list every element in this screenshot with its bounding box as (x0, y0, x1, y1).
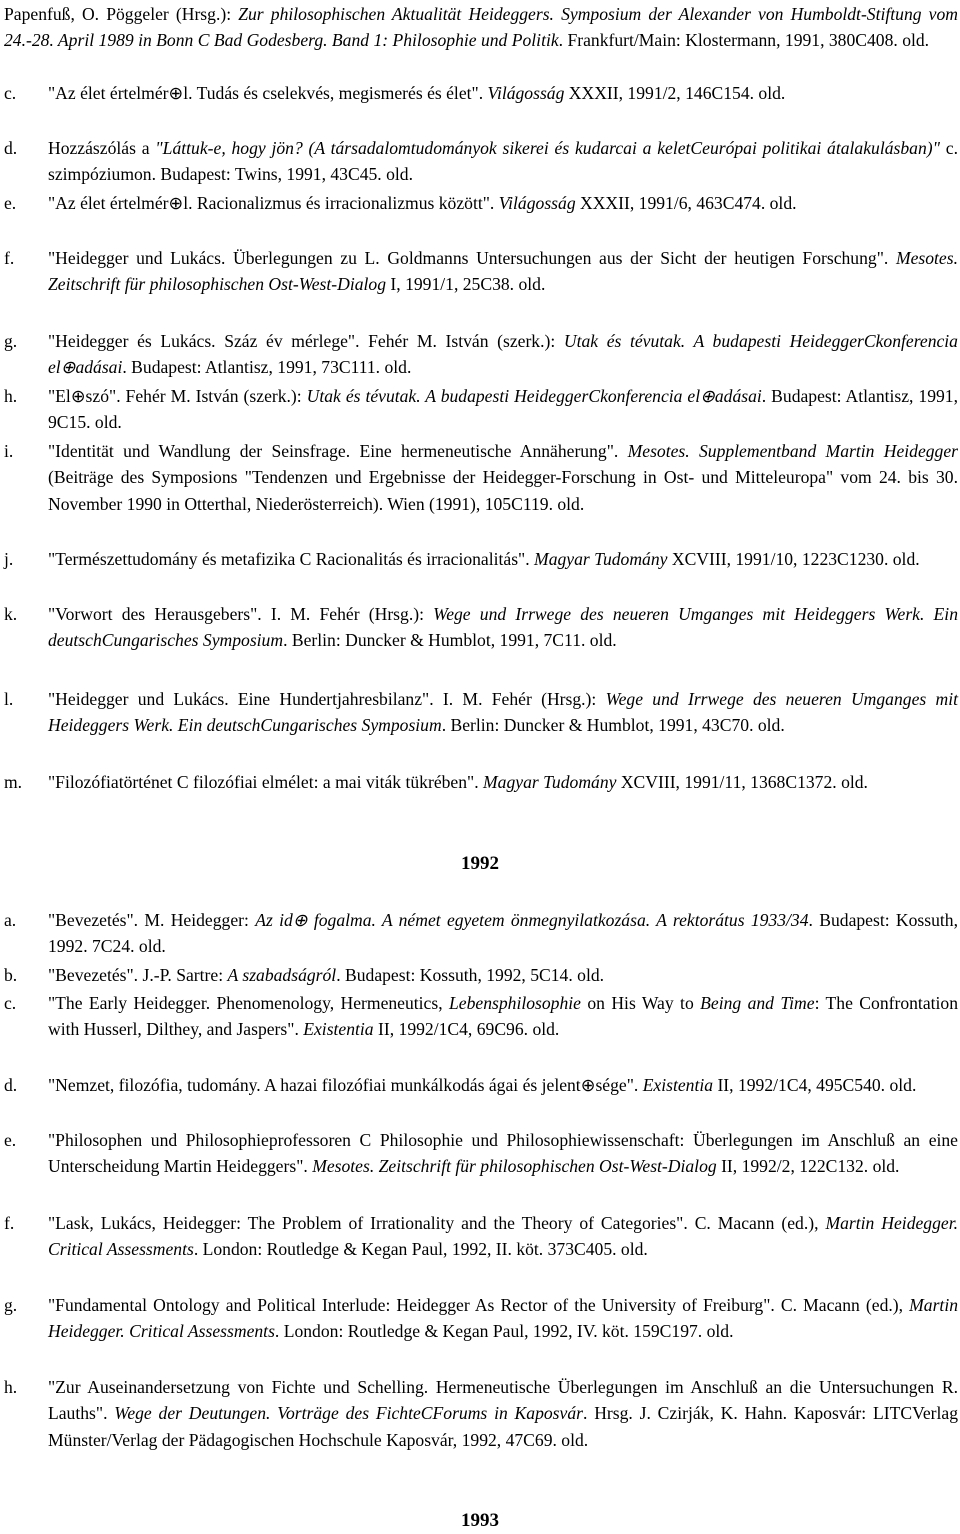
entry-text (48, 601, 958, 654)
entry-text (48, 1072, 958, 1098)
entry-label: e. (4, 193, 17, 213)
entry-label: d. (4, 138, 18, 158)
text-run: "Vorwort des Herausgebers". I. M. Fehér (Hrsg.): (48, 604, 434, 624)
entry-label: i. (4, 441, 14, 461)
text-run: . Budapest: Kossuth, 1992. 7C24. old. (48, 910, 958, 957)
bib-entry-i (4, 438, 958, 517)
italic-title: Existentia (642, 1075, 714, 1095)
text-run: XXXII, 1991/6, 463C474. old. (575, 193, 797, 213)
entry-label: a. (4, 910, 17, 930)
text-run: c. szimpóziumon. Budapest: Twins, 1991, 43C45. old. (48, 138, 958, 185)
entry-text (48, 438, 958, 517)
text-run: "Heidegger és Lukács. Száz év mérlege". Fehér M. István (szerk.): (48, 331, 564, 351)
entry-label: b. (4, 965, 18, 985)
bib-entry-l (4, 686, 958, 739)
italic-title: Martin Heidegger. Critical Assessments (48, 1295, 958, 1342)
text-run: II, 1992/1C4, 495C540. old. (713, 1075, 917, 1095)
text-run: "El⊕szó". Fehér M. István (szerk.): (48, 386, 307, 406)
text-run: "Philosophen und Philosophieprofessoren C Philosophie und Philosophiewissenschaft: Überlegungen im Anschluß an eine Unterscheidung Martin Heideggers". (48, 1130, 958, 1177)
italic-title: Magyar Tudomány (534, 549, 668, 569)
text-run: "Bevezetés". J.-P. Sartre: (48, 965, 228, 985)
text-run: "Lask, Lukács, Heidegger: The Problem of Irrationality and the Theory of Categories". C. Macann (ed.), (48, 1213, 826, 1233)
text-run: XXXII, 1991/2, 146C154. old. (564, 83, 786, 103)
bib-entry-f (4, 245, 958, 298)
bib-entry-e (4, 190, 958, 216)
bib-entry-1992-b (4, 962, 958, 988)
entry-text (48, 1127, 958, 1180)
text-run: "Filozófiatörténet C filozófiai elmélet: a mai viták tükrében". (48, 772, 484, 792)
text-run: XCVIII, 1991/10, 1223C1230. old. (667, 549, 920, 569)
entry-label: c. (4, 83, 17, 103)
text-run: "Zur Auseinandersetzung von Fichte und Schelling. Hermeneutische Überlegungen im Anschluß an die Untersuchungen R. Lauths". (48, 1377, 958, 1424)
text-run: . Frankfurt/Main: Klostermann, 1991, 380C408. old. (558, 30, 930, 51)
entry-text (48, 962, 958, 988)
year-heading-1992: 1992 (461, 853, 499, 874)
entry-text (48, 1210, 958, 1263)
bib-entry-1992-h (4, 1374, 958, 1453)
entry-label: h. (4, 1377, 18, 1397)
text-run: "Heidegger und Lukács. Überlegungen zu L. Goldmanns Untersuchungen aus der Sicht der heutigen Forschung". (48, 248, 896, 268)
entry-text (48, 1374, 958, 1453)
italic-title: Mesotes. Supplementband Martin Heidegger (627, 441, 959, 461)
entry-label: d. (4, 1075, 18, 1095)
text-run: on His Way to (580, 993, 701, 1013)
italic-title: Lebensphilosophie (449, 993, 581, 1013)
entry-text (48, 907, 958, 960)
italic-title: Existentia (303, 1019, 374, 1040)
text-run: I, 1991/1, 25C38. old. (386, 274, 546, 295)
entry-text (48, 328, 958, 381)
entry-label: j. (4, 549, 14, 569)
text-run: "Bevezetés". M. Heidegger: (48, 910, 256, 930)
text-run: . Budapest: Atlantisz, 1991, 73C111. old. (122, 357, 412, 378)
text-run: . London: Routledge & Kegan Paul, 1992, II. köt. 373C405. old. (193, 1239, 648, 1260)
entry-label: f. (4, 248, 15, 268)
text-run: (Beiträge des Symposions "Tendenzen und Ergebnisse der Heidegger-Forschung in Ost- und Mitteleuropa" vom 24. bis 30. November 1990 in Otterthal, Niederösterreich). Wien (1991), 105C119. old. (48, 467, 958, 514)
bib-entry-1992-a (4, 907, 958, 960)
italic-title: Magyar Tudomány (483, 772, 617, 792)
text-run: . Berlin: Duncker & Humblot, 1991, 7C11. old. (283, 630, 617, 651)
italic-title: Zur philosophischen Aktualität Heideggers. Symposium der Alexander von Humboldt-Stiftung vom 24.-28. April 1989 in Bonn C Bad Godesberg. Band 1: Philosophie und Politik (4, 4, 958, 51)
entry-text (48, 190, 958, 216)
text-run: "Heidegger und Lukács. Eine Hundertjahresbilanz". I. M. Fehér (Hrsg.): (48, 689, 606, 709)
text-run: "Az élet értelmér⊕l. Racionalizmus és irracionalizmus között". (48, 193, 499, 213)
italic-title: Világosság (487, 83, 565, 103)
bib-entry-1992-g (4, 1292, 958, 1345)
italic-title: Being and Time (700, 993, 815, 1013)
text-run: : The Confrontation with Husserl, Dilthey, and Jaspers". (48, 993, 958, 1040)
bib-entry-1992-e (4, 1127, 958, 1180)
entry-text (48, 135, 958, 188)
entry-label: l. (4, 689, 14, 709)
entry-label: h. (4, 386, 18, 406)
text-run: Papenfuß, O. Pöggeler (Hrsg.): (4, 4, 239, 24)
bib-entry-1992-f (4, 1210, 958, 1263)
italic-title: A szabadságról (227, 965, 337, 985)
text-run: XCVIII, 1991/11, 1368C1372. old. (616, 772, 868, 792)
bib-entry-h (4, 383, 958, 436)
italic-title: Világosság (498, 193, 576, 213)
text-run: II, 1992/1C4, 69C96. old. (373, 1019, 560, 1040)
entry-text (48, 686, 958, 739)
text-run: "Nemzet, filozófia, tudomány. A hazai filozófiai munkálkodás ágai és jelent⊕sége". (48, 1075, 643, 1095)
text-run: "Az élet értelmér⊕l. Tudás és cselekvés, megismerés és élet". (48, 83, 488, 103)
italic-title: Mesotes. Zeitschrift für philosophischen Ost-West-Dialog (312, 1156, 717, 1177)
bib-entry-k (4, 601, 958, 654)
text-run: Hozzászólás a (48, 138, 156, 158)
text-run: "Identität und Wandlung der Seinsfrage. Eine hermeneutische Annäherung". (48, 441, 628, 461)
italic-title: "Láttuk-e, hogy jön? (A társadalomtudományok sikerei és kudarcai a keletCeurópai politikai átalakulásban)" (155, 138, 941, 158)
text-run: "The Early Heidegger. Phenomenology, Hermeneutics, (48, 993, 450, 1013)
bib-entry-1992-c (4, 990, 958, 1043)
text-run: . Berlin: Duncker & Humblot, 1991, 43C70. old. (441, 715, 785, 736)
entry-text (4, 1, 958, 54)
entry-label: k. (4, 604, 18, 624)
italic-title: Utak és tévutak. A budapesti HeideggerCkonferencia el⊕adásai (48, 331, 958, 378)
text-run: . Hrsg. J. Czirják, K. Hahn. Kaposvár: LITCVerlag Münster/Verlag der Pädagogischen Hochschule Kaposvár, 1992, 47C69. old. (48, 1403, 958, 1450)
entry-text (48, 383, 958, 436)
bib-entry-d (4, 135, 958, 188)
text-run: "Természettudomány és metafizika C Racionalitás és irracionalitás". (48, 549, 535, 569)
entry-label: g. (4, 1295, 18, 1315)
year-heading-1993: 1993 (461, 1510, 499, 1531)
italic-title: Utak és tévutak. A budapesti HeideggerCkonferencia el⊕adásai (306, 386, 762, 406)
entry-label: g. (4, 331, 18, 351)
bib-entry-g (4, 328, 958, 381)
italic-title: Martin Heidegger. Critical Assessments (48, 1213, 958, 1260)
entry-text (48, 1292, 958, 1345)
entry-label: c. (4, 993, 17, 1013)
entry-label: f. (4, 1213, 15, 1233)
text-run: . London: Routledge & Kegan Paul, 1992, IV. köt. 159C197. old. (274, 1321, 734, 1342)
text-run: "Fundamental Ontology and Political Interlude: Heidegger As Rector of the University of Freiburg". C. Macann (ed.), (48, 1295, 910, 1315)
entry-text (48, 80, 958, 106)
italic-title: Mesotes. Zeitschrift für philosophischen Ost-West-Dialog (48, 248, 958, 295)
italic-title: Wege und Irrwege des neueren Umganges mit Heideggers Werk. Ein deutschCungarisches Symposium (48, 689, 958, 736)
text-run: . Budapest: Atlantisz, 1991, 9C15. old. (48, 386, 958, 433)
bib-entry-j (4, 546, 958, 572)
bib-entry-m (4, 769, 958, 795)
italic-title: Wege der Deutungen. Vorträge des FichteCForums in Kaposvár (114, 1403, 583, 1424)
bib-entry-c (4, 80, 958, 106)
italic-title: Wege und Irrwege des neueren Umganges mit Heideggers Werk. Ein deutschCungarisches Symposium (48, 604, 958, 651)
entry-text (48, 990, 958, 1043)
entry-text (48, 769, 958, 795)
entry-text (48, 546, 958, 572)
bib-entry-cont (4, 1, 958, 54)
text-run: . Budapest: Kossuth, 1992, 5C14. old. (336, 965, 605, 985)
italic-title: Az id⊕ fogalma. A német egyetem önmegnyilatkozása. A rektorátus 1933/34 (255, 910, 809, 930)
bib-entry-1992-d (4, 1072, 958, 1098)
entry-label: m. (4, 772, 23, 792)
entry-label: e. (4, 1130, 17, 1150)
text-run: II, 1992/2, 122C132. old. (716, 1156, 900, 1177)
entry-text (48, 245, 958, 298)
